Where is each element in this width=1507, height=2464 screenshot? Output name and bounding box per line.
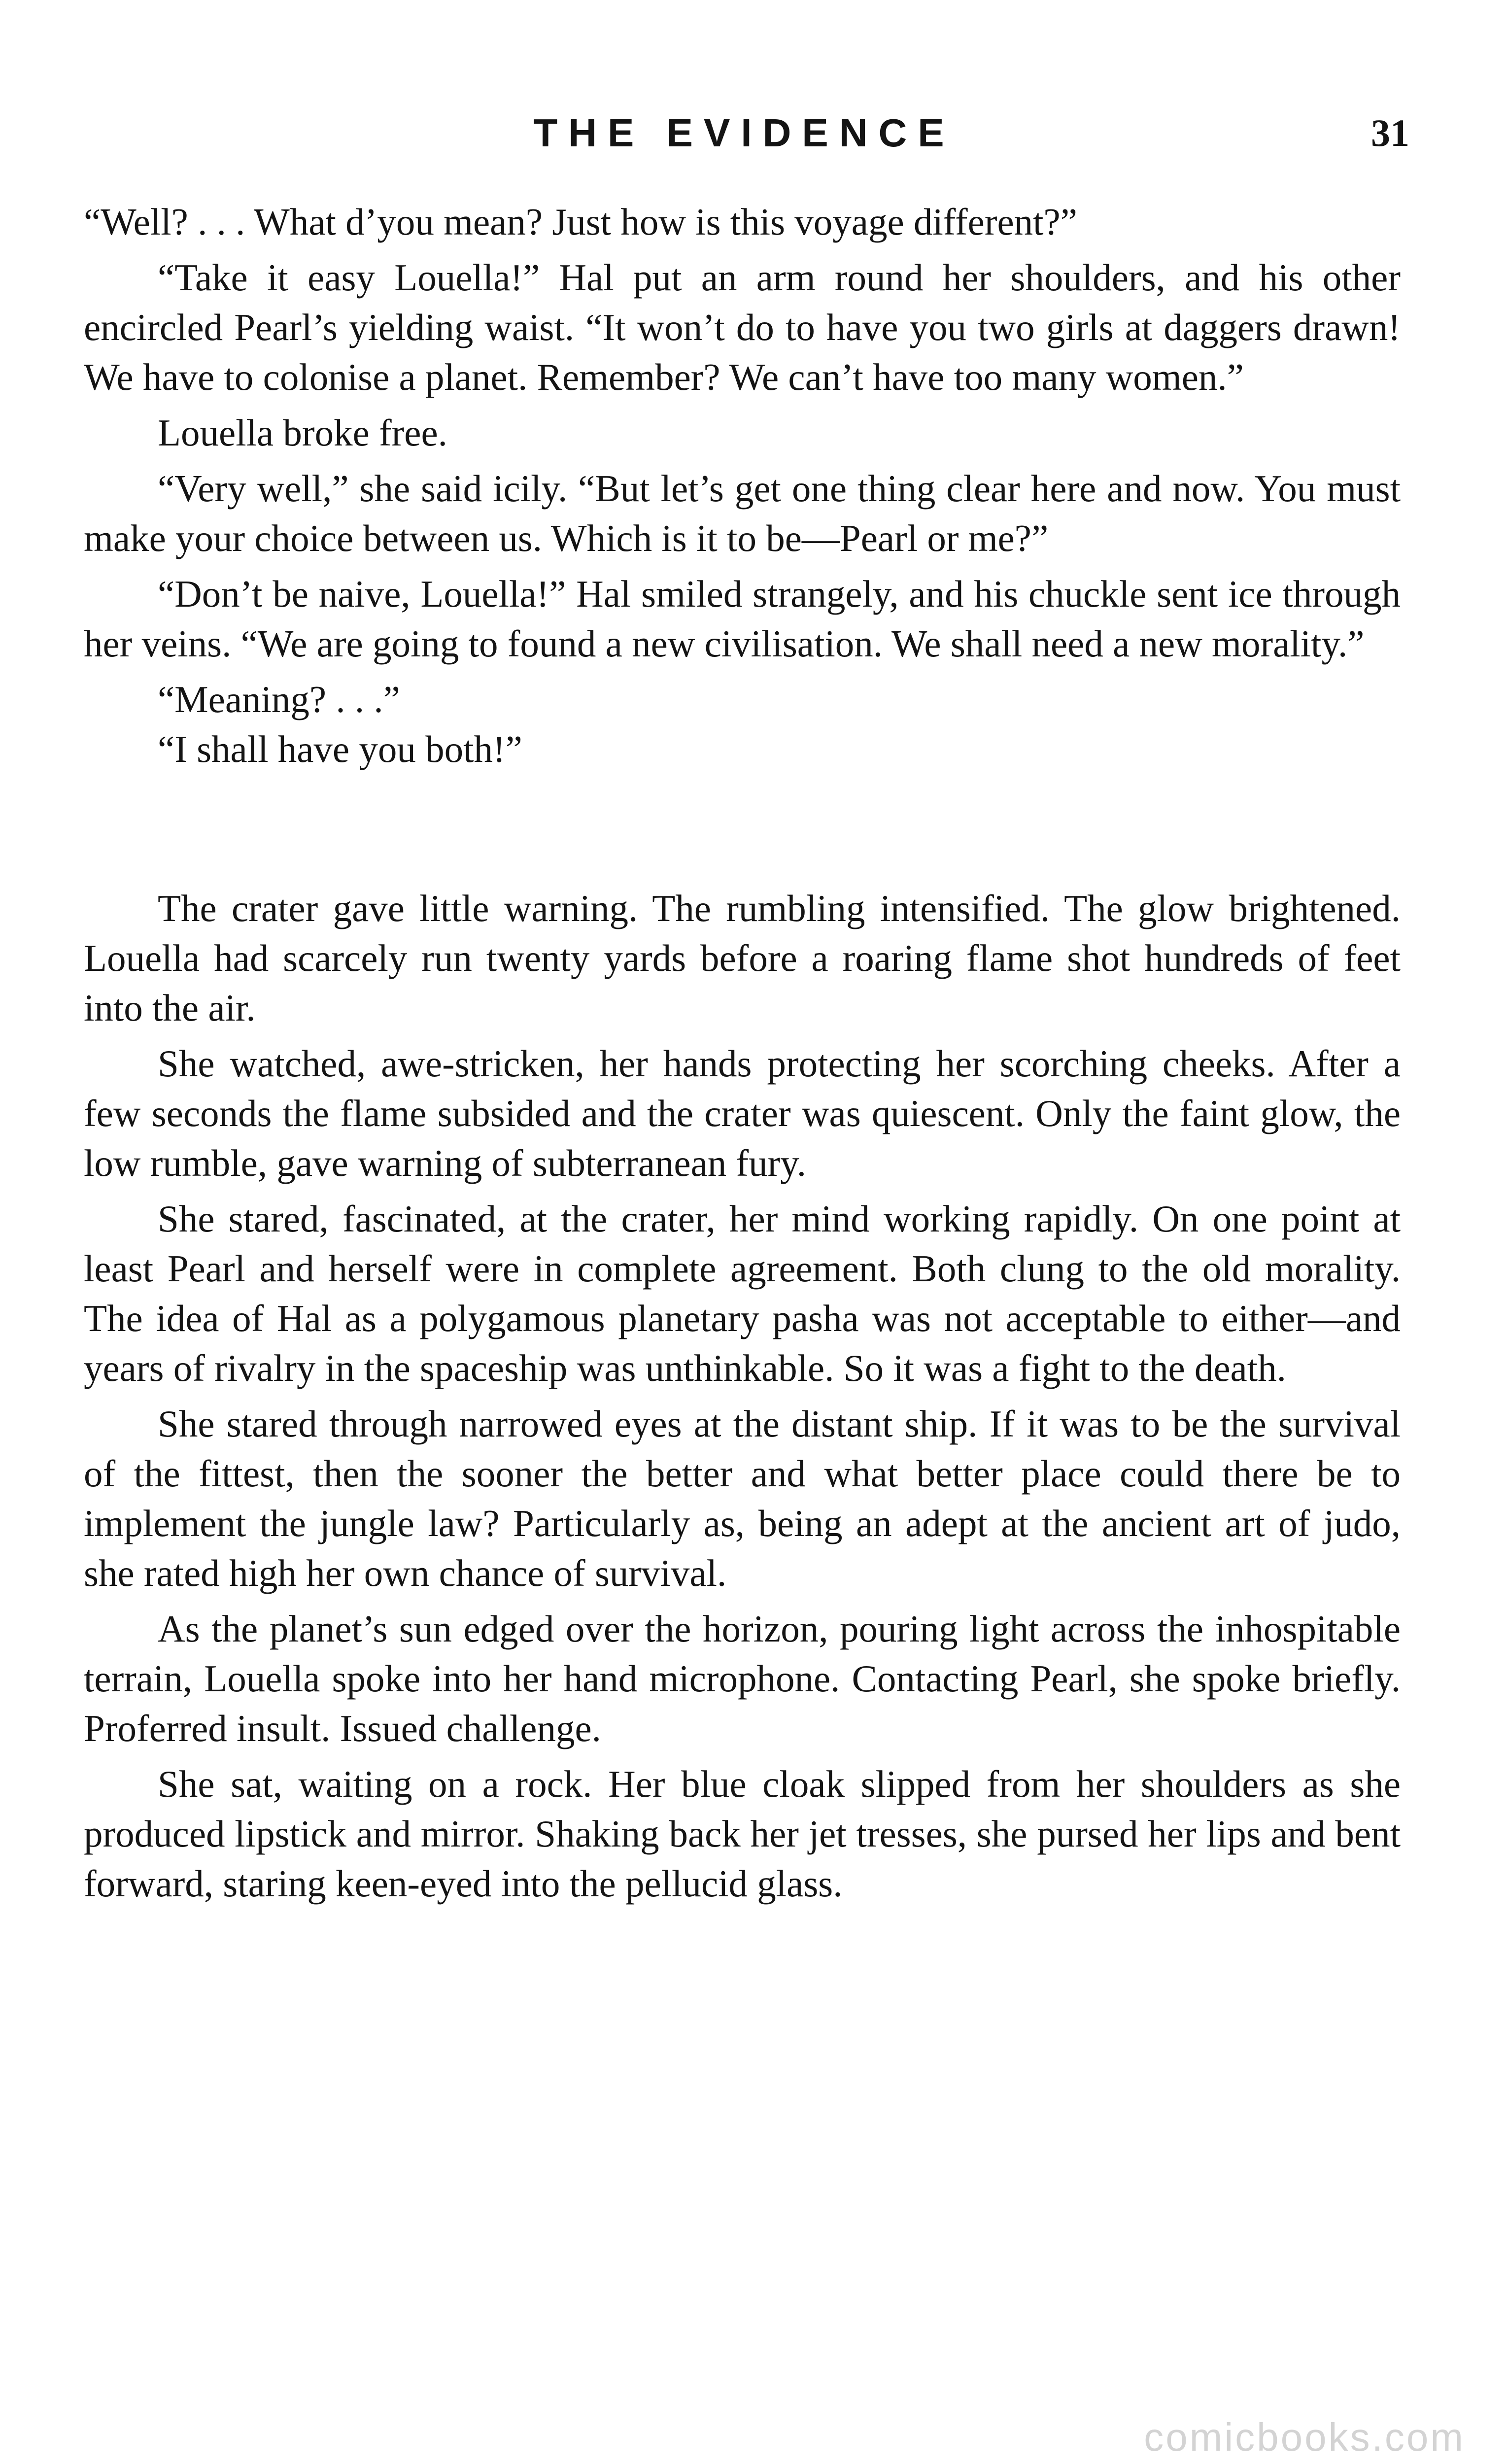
paragraph: “Very well,” she said icily. “But let’s get one thing clear here and now. You must make your choice between us. Which is it to be—Pearl or me?” xyxy=(84,467,1401,559)
paragraph: As the planet’s sun edged over the horizon, pouring light across the inhospitable terrain, Louella spoke into her hand microphone. Contacting Pearl, she spoke briefly. Proferred insult. Issued challenge. xyxy=(84,1608,1401,1749)
body-text xyxy=(84,197,1401,1915)
paragraph: “I shall have you both!” xyxy=(158,728,522,770)
watermark-logo: comicbooks.com xyxy=(1144,2415,1465,2459)
section-break xyxy=(84,780,1401,884)
paragraph: The crater gave little warning. The rumbling intensified. The glow brightened. Louella had scarcely run twenty yards before a roaring flame shot hundreds of feet into the air. xyxy=(84,887,1401,1029)
paragraph: She stared through narrowed eyes at the distant ship. If it was to be the survival of the fittest, then the sooner the better and what better place could there be to implement the jungle law? Particularly as, being an adept at the ancient art of judo, she rated high her own chance of survival. xyxy=(84,1403,1401,1594)
paragraph: She watched, awe-stricken, her hands protecting her scorching cheeks. After a few seconds the flame subsided and the crater was quiescent. Only the faint glow, the low rumble, gave warning of subterranean fury. xyxy=(84,1042,1401,1184)
paragraph: She sat, waiting on a rock. Her blue cloak slipped from her shoulders as she produced lipstick and mirror. Shaking back her jet tresses, she pursed her lips and bent forward, staring keen-eyed into the pellucid glass. xyxy=(84,1763,1401,1905)
page-number: 31 xyxy=(1371,111,1409,154)
paragraph: “Meaning? . . .” xyxy=(158,678,400,720)
paragraph: “Well? . . . What d’you mean? Just how is this voyage different?” xyxy=(84,201,1077,243)
running-title: THE EVIDENCE xyxy=(533,111,955,155)
running-head xyxy=(79,103,1409,163)
paragraph: “Don’t be naive, Louella!” Hal smiled strangely, and his chuckle sent ice through her veins. “We are going to found a new civilisation. We shall need a new morality.” xyxy=(84,573,1401,665)
paragraph: “Take it easy Louella!” Hal put an arm round her shoulders, and his other encircled Pearl’s yielding waist. “It won’t do to have you two girls at daggers drawn! We have to colonise a planet. Remember? We can’t have too many women.” xyxy=(84,256,1401,398)
paragraph: Louella broke free. xyxy=(158,411,447,454)
paragraph: She stared, fascinated, at the crater, her mind working rapidly. On one point at least Pearl and herself were in complete agreement. Both clung to the old morality. The idea of Hal as a polygamous planetary pasha was not acceptable to either—and years of rivalry in the spaceship was unthinkable. So it was a fight to the death. xyxy=(84,1198,1401,1389)
